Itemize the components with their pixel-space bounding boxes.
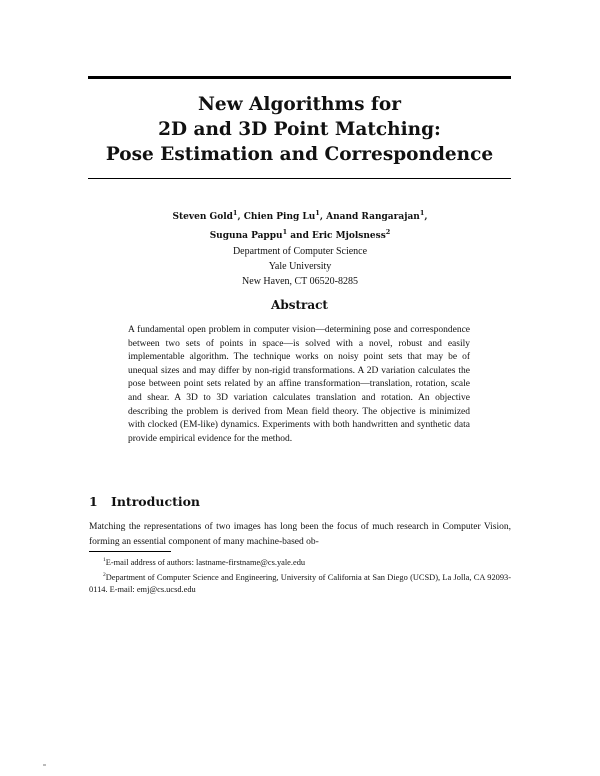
author-separator: , [424,212,428,222]
author-name: Chien Ping Lu [243,212,316,222]
footnote [89,554,511,569]
author-affiliation-mark: 1 [419,209,425,217]
author-affiliation-mark: 2 [385,228,391,236]
author-affiliation-mark: 1 [282,228,288,236]
author-name: Anand Rangarajan [326,212,420,222]
section-number: 1 [89,494,98,509]
footnote-text: Department of Computer Science and Engineering, University of California at San Diego (UCSD), La Jolla, CA 92093-0114. E-mail: emj@cs.ucsd.edu [89,572,511,595]
title-line-3: Pose Estimation and Correspondence [105,144,494,165]
author-name: Suguna Pappu [209,231,283,241]
author-separator: , [319,212,327,222]
footnote-mark: 1 [103,557,106,563]
author-separator: and [287,231,313,241]
footnote-text: E-mail address of authors: lastname-firstname@cs.yale.edu [105,557,306,567]
affiliation-university: Yale University [268,261,332,272]
title-line-1: New Algorithms for [198,94,401,115]
footnote-mark: 2 [103,572,106,579]
footnotes [89,554,511,596]
abstract-text: A fundamental open problem in computer vision—determining pose and correspondence between two sets of points in space—is solved with a novel, robust and easily implementable algorithm. The technique works on noisy point sets that may be of unequal sizes and may differ by non-rigid transformations. A 2D variation calculates the pose between point sets related by an affine transformation—translation, rotation, scale and shear. A 3D to 3D variation calculates translation and rotation. An objective describing the problem is derived from Mean field theory. The objective is minimized with clocked (EM-like) dynamics. Experiments with both handwritten and synthetic data provide empirical evidence for the method. [128,325,470,444]
section-title: Introduction [111,494,201,509]
author-block [120,206,480,289]
author-name: Steven Gold [172,212,233,222]
title-bottom-rule [88,178,511,179]
title-top-rule [88,76,511,79]
affiliation-department: Department of Computer Science [232,246,368,257]
footnote-rule [89,551,171,552]
paper-title [88,92,511,167]
footnote [89,569,511,596]
author-name: Eric Mjolsness [312,231,386,241]
affiliation-address: New Haven, CT 06520-8285 [242,276,358,287]
section-heading [89,494,200,509]
author-separator: , [237,212,244,222]
author-affiliation-mark: 1 [315,209,320,217]
scan-speck [43,764,46,766]
author-affiliation-mark: 1 [232,209,238,217]
author-line-1 [120,206,480,225]
title-line-2: 2D and 3D Point Matching: [158,119,441,140]
introduction-text: Matching the representations of two images has long been the focus of much research in Computer Vision, forming an essential component of many machine-based ob- [89,522,511,547]
author-line-2 [120,225,480,244]
abstract-heading: Abstract [271,298,328,312]
